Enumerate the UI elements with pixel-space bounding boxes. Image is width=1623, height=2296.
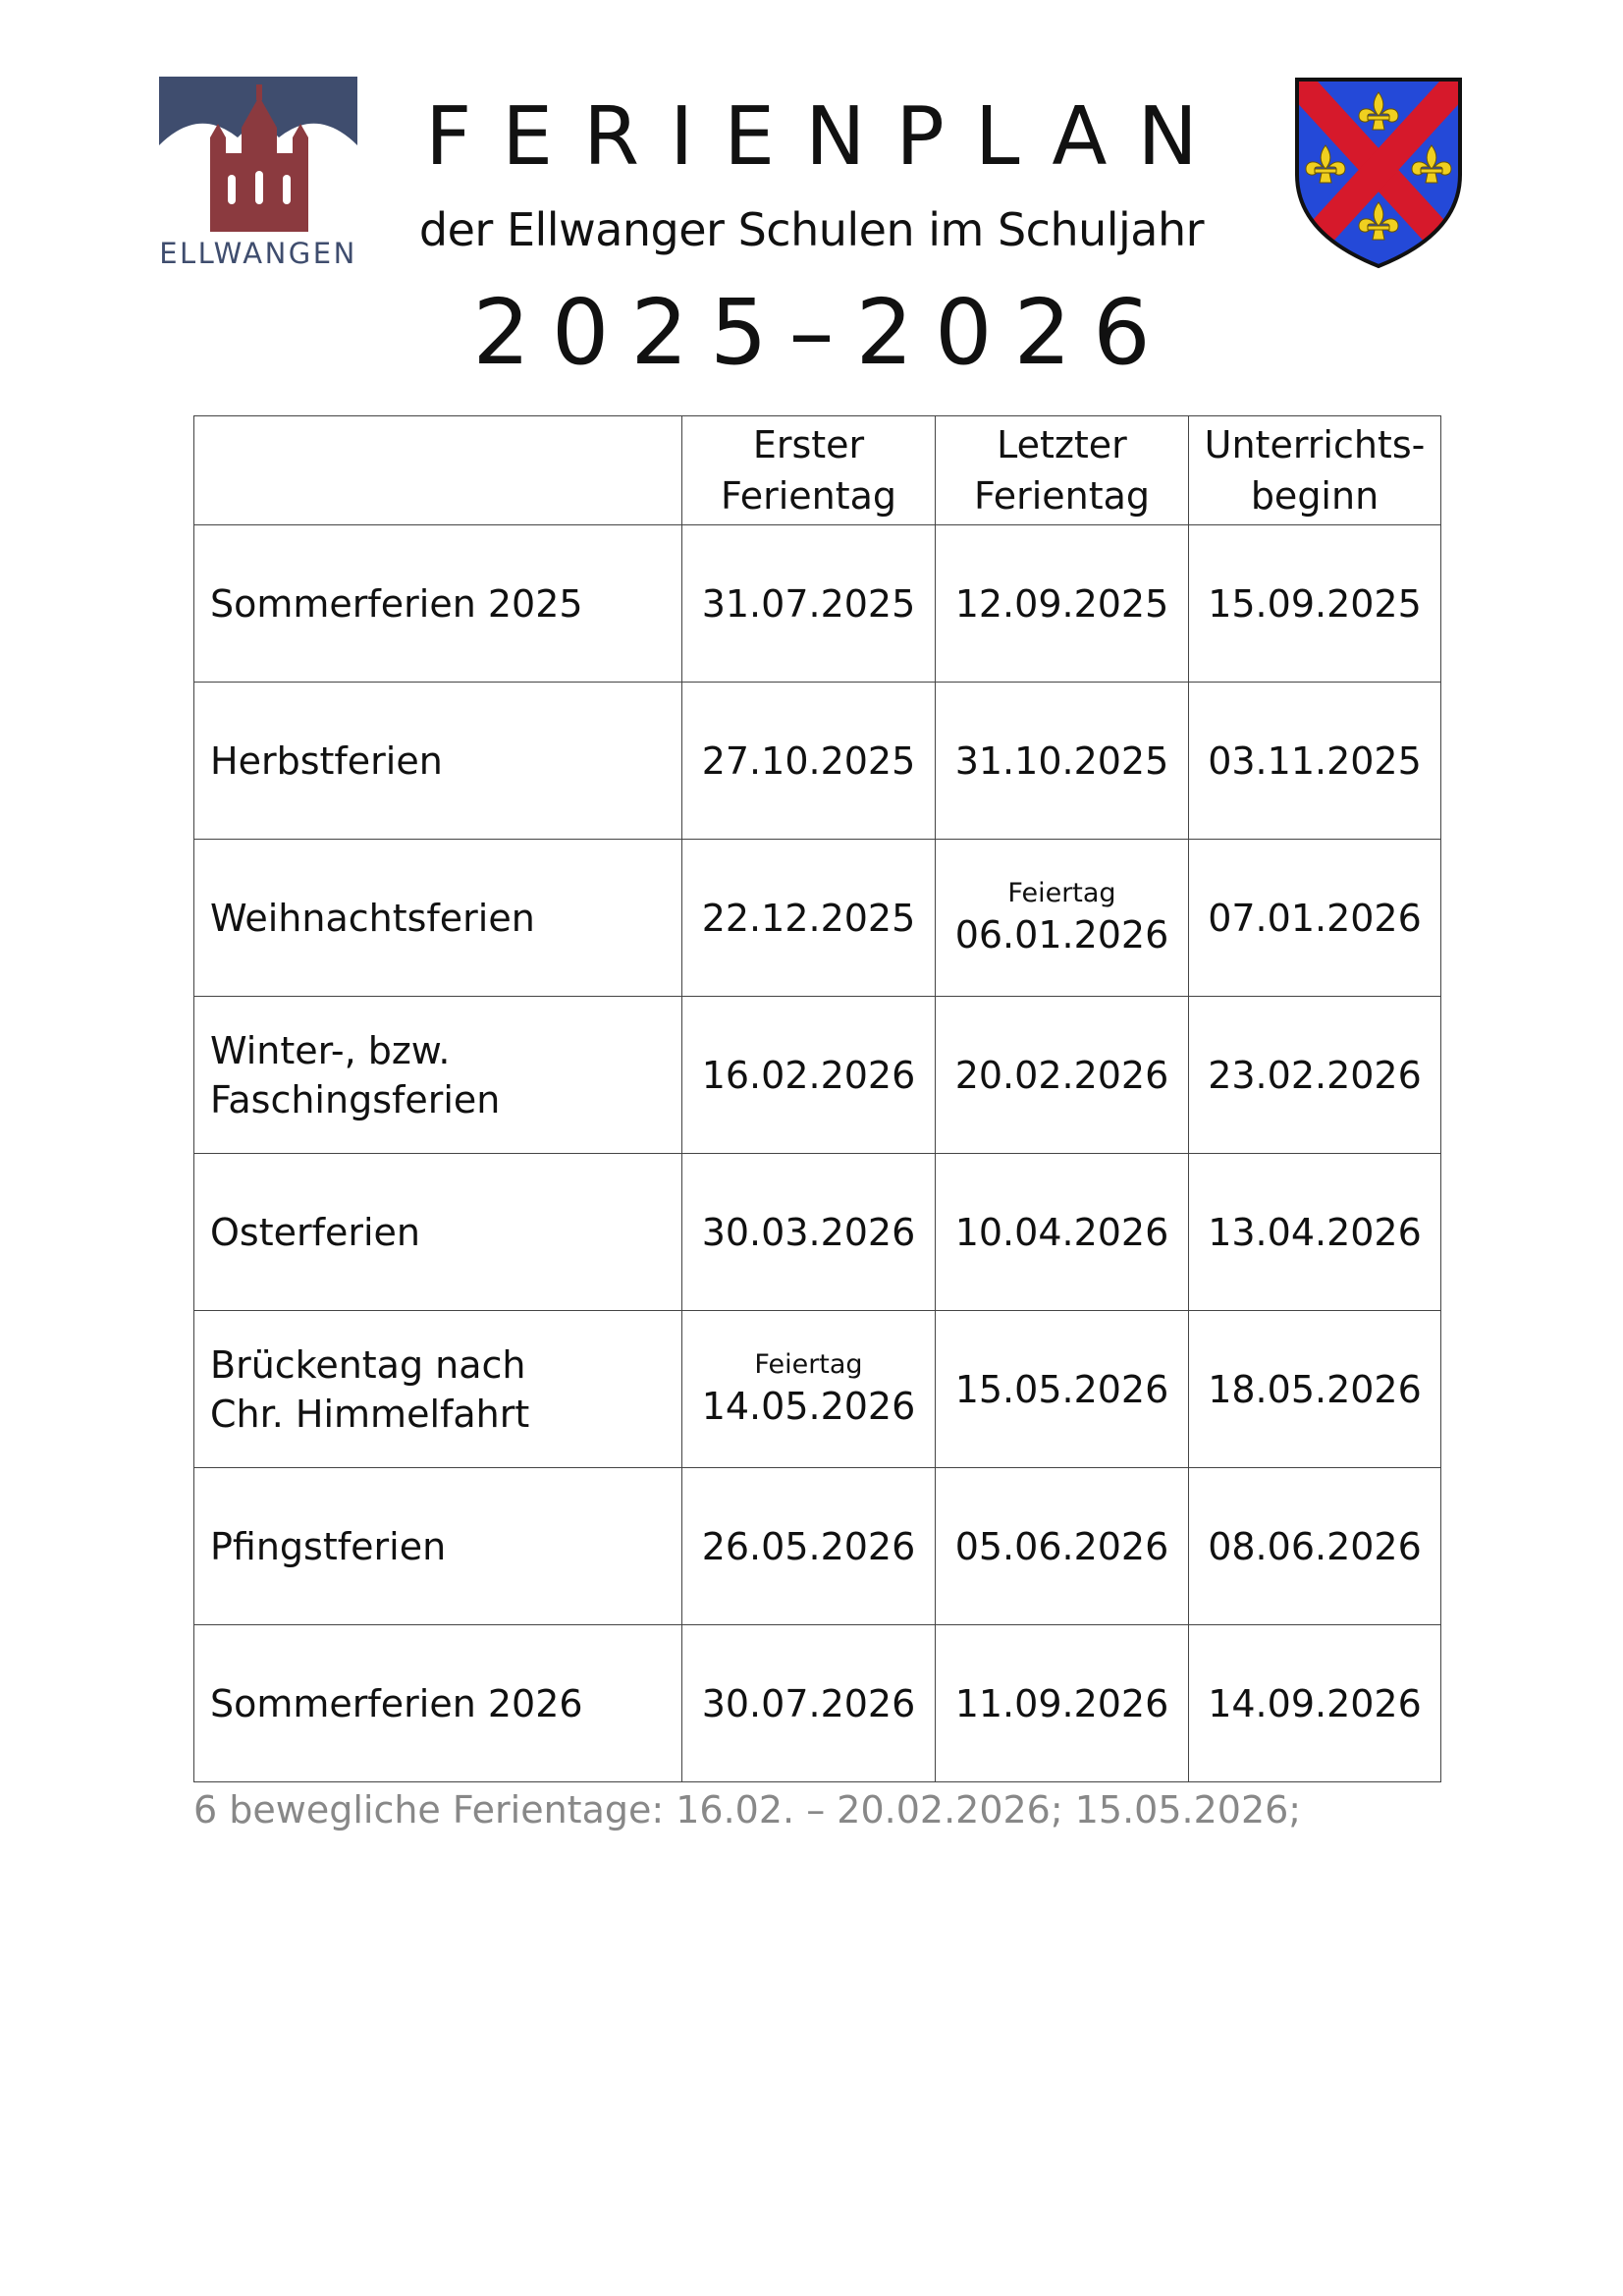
table-row <box>194 1625 1441 1782</box>
period-name: Osterferien <box>194 1154 682 1311</box>
header-last-day-label: Letzter Ferientag <box>973 423 1151 518</box>
page-title: FERIENPLAN <box>425 90 1228 184</box>
header-period <box>194 416 682 525</box>
first-holiday-date-value: 26.05.2026 <box>701 1524 916 1568</box>
school-start-date: 23.02.2026 <box>1189 997 1441 1154</box>
last-holiday-date-value: 06.01.2026 <box>954 912 1169 957</box>
last-holiday-date <box>936 1625 1189 1782</box>
last-holiday-date <box>936 997 1189 1154</box>
school-start-date: 14.09.2026 <box>1189 1625 1441 1782</box>
last-holiday-date-value: 05.06.2026 <box>954 1524 1169 1568</box>
table-row <box>194 683 1441 840</box>
period-name: Herbstferien <box>194 683 682 840</box>
header-first-day-label: Erster Ferientag <box>720 423 897 518</box>
first-holiday-date-value: 16.02.2026 <box>701 1053 916 1097</box>
page-subtitle: der Ellwanger Schulen im Schuljahr <box>418 203 1205 256</box>
last-holiday-date <box>936 525 1189 683</box>
table-row <box>194 997 1441 1154</box>
footnote: 6 bewegliche Ferientage: 16.02. – 20.02.2026; 15.05.2026; <box>193 1788 1302 1831</box>
first-holiday-date <box>682 997 936 1154</box>
first-holiday-date-value: 31.07.2025 <box>701 581 916 626</box>
table-row <box>194 840 1441 997</box>
last-holiday-date <box>936 1154 1189 1311</box>
first-holiday-date-value: 22.12.2025 <box>701 896 916 940</box>
table-row <box>194 1468 1441 1625</box>
last-holiday-date <box>936 1311 1189 1468</box>
period-name: Brückentag nach Chr. Himmelfahrt <box>194 1311 682 1468</box>
period-name: Pfingstferien <box>194 1468 682 1625</box>
holiday-note: Feiertag <box>1007 877 1116 908</box>
last-holiday-date-value: 20.02.2026 <box>954 1053 1169 1097</box>
holiday-note: Feiertag <box>754 1348 863 1380</box>
table-header-row <box>194 416 1441 525</box>
period-name: Winter-, bzw. Faschingsferien <box>194 997 682 1154</box>
header-first-day <box>682 416 936 525</box>
holiday-table <box>193 415 1441 1782</box>
first-holiday-date <box>682 525 936 683</box>
first-holiday-date <box>682 1468 936 1625</box>
coat-of-arms <box>1294 77 1463 269</box>
header-school-start <box>1189 416 1441 525</box>
first-holiday-date <box>682 1311 936 1468</box>
first-holiday-date-value: 27.10.2025 <box>701 738 916 783</box>
school-start-date: 18.05.2026 <box>1189 1311 1441 1468</box>
first-holiday-date-value: 30.03.2026 <box>701 1210 916 1254</box>
first-holiday-date <box>682 683 936 840</box>
school-start-date: 15.09.2025 <box>1189 525 1441 683</box>
last-holiday-date <box>936 1468 1189 1625</box>
first-holiday-date-value: 14.05.2026 <box>701 1384 916 1428</box>
table-body <box>194 525 1441 1782</box>
table-row <box>194 525 1441 683</box>
last-holiday-date-value: 10.04.2026 <box>954 1210 1169 1254</box>
first-holiday-date <box>682 840 936 997</box>
table-row <box>194 1154 1441 1311</box>
school-start-date: 03.11.2025 <box>1189 683 1441 840</box>
header-school-start-label: Unterrichts- beginn <box>1204 423 1426 518</box>
period-name: Sommerferien 2026 <box>194 1625 682 1782</box>
period-name: Weihnachtsferien <box>194 840 682 997</box>
school-start-date: 08.06.2026 <box>1189 1468 1441 1625</box>
last-holiday-date-value: 31.10.2025 <box>954 738 1169 783</box>
header-last-day <box>936 416 1189 525</box>
last-holiday-date-value: 12.09.2025 <box>954 581 1169 626</box>
logo-text: ELLWANGEN <box>159 237 357 270</box>
first-holiday-date <box>682 1625 936 1782</box>
coat-of-arms-icon <box>1294 77 1463 269</box>
school-start-date: 13.04.2026 <box>1189 1154 1441 1311</box>
first-holiday-date <box>682 1154 936 1311</box>
last-holiday-date-value: 11.09.2026 <box>954 1681 1169 1725</box>
last-holiday-date <box>936 840 1189 997</box>
school-year: 2025–2026 <box>472 280 1172 385</box>
last-holiday-date <box>936 683 1189 840</box>
school-start-date: 07.01.2026 <box>1189 840 1441 997</box>
first-holiday-date-value: 30.07.2026 <box>701 1681 916 1725</box>
table-row <box>194 1311 1441 1468</box>
last-holiday-date-value: 15.05.2026 <box>954 1367 1169 1411</box>
period-name: Sommerferien 2025 <box>194 525 682 683</box>
